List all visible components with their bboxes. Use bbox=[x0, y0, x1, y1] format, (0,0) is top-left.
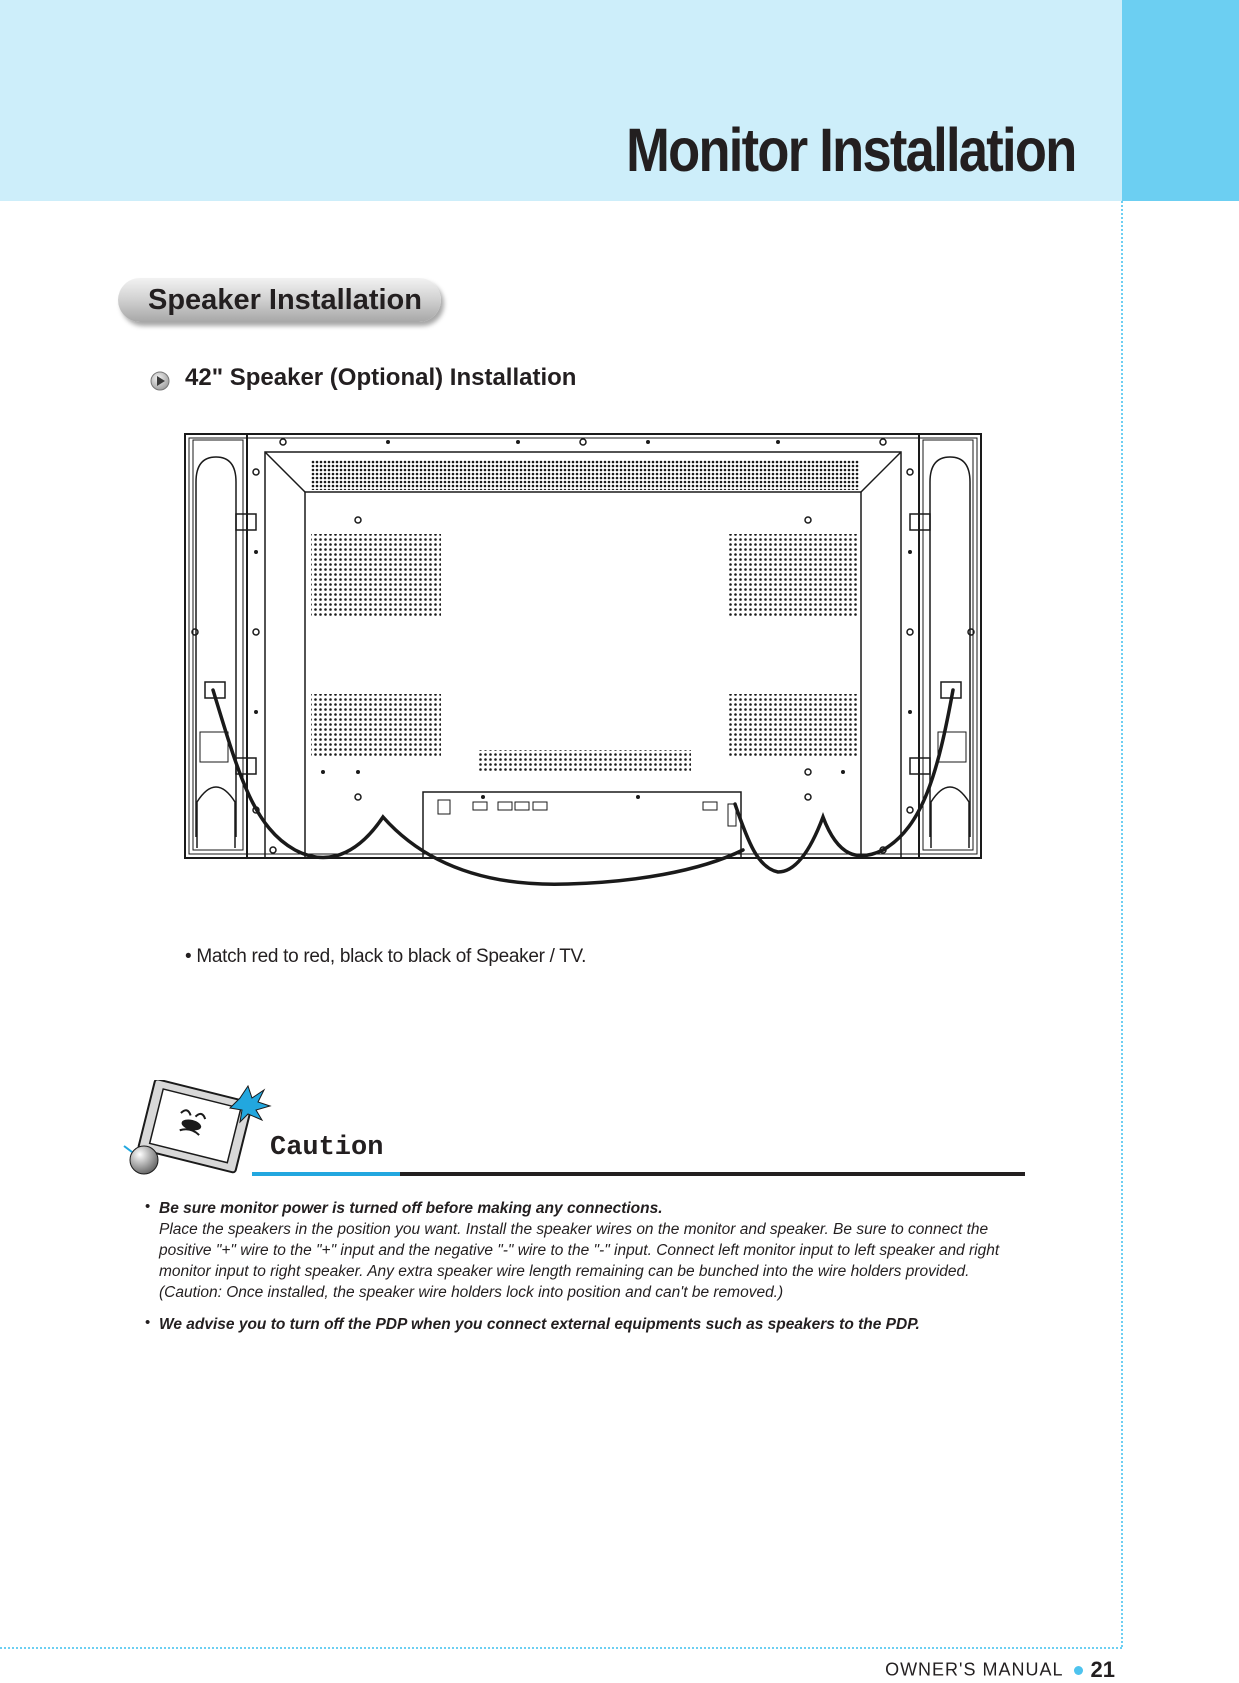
caution-item-body: Place the speakers in the position you want. Install the speaker wires on the monitor and speaker. Be sure to connect the positive "+" wire to the "+" input and the negative "-" wire to the "-" input. Connect left monitor input to left speaker and right monitor input to right speaker. Any extra speaker wire length remaining can be bunched into the wire holders provided. (Caution: Once installed, the speaker wire holders lock into position and can't be removed.) bbox=[159, 1221, 1000, 1301]
caution-item bbox=[145, 1314, 1025, 1335]
subsection-heading-label: 42" Speaker (Optional) Installation bbox=[185, 364, 577, 391]
dotted-divider-vertical bbox=[1121, 201, 1123, 1647]
connection-note: • Match red to red, black to black of Speaker / TV. bbox=[185, 946, 587, 967]
caution-label: Caution bbox=[270, 1133, 384, 1163]
caution-rule-accent bbox=[252, 1172, 400, 1176]
caution-rule bbox=[400, 1172, 1025, 1176]
section-heading-label: Speaker Installation bbox=[148, 284, 422, 316]
caution-item bbox=[145, 1198, 1025, 1303]
dotted-divider-horizontal bbox=[0, 1647, 1122, 1649]
caution-list bbox=[145, 1198, 1025, 1346]
header-tab bbox=[1122, 0, 1239, 201]
footer-manual-label: OWNER'S MANUAL bbox=[885, 1659, 1064, 1680]
bullet-dot: • bbox=[145, 1314, 151, 1331]
page-number: 21 bbox=[1090, 1657, 1115, 1682]
play-bullet-icon bbox=[150, 371, 170, 391]
monitor-caution-icon bbox=[122, 1080, 282, 1180]
page-footer bbox=[885, 1657, 1115, 1681]
page-title: Monitor Installation bbox=[626, 116, 1076, 184]
footer-dot-icon bbox=[1074, 1666, 1083, 1675]
bullet-dot: • bbox=[145, 1198, 151, 1215]
section-heading bbox=[118, 278, 441, 322]
caution-item-lead: Be sure monitor power is turned off before making any connections. bbox=[159, 1200, 663, 1217]
rear-view-of-monitor-with-speakers-icon bbox=[183, 432, 983, 894]
caution-item-lead: We advise you to turn off the PDP when you connect external equipments such as speakers to the PDP. bbox=[159, 1316, 920, 1333]
